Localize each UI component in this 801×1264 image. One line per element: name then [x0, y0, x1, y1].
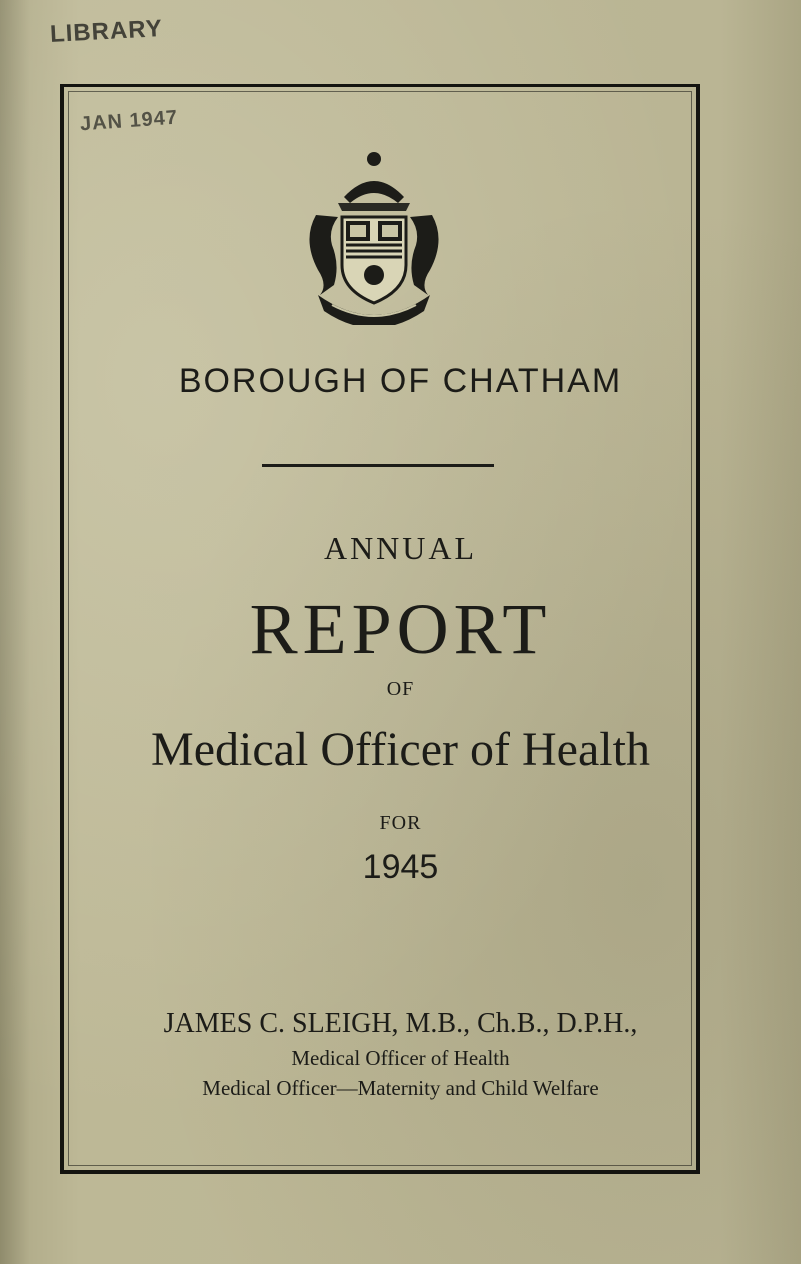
title-divider: [262, 464, 494, 467]
for-label: FOR: [379, 812, 422, 834]
author-name: JAMES C. SLEIGH, M.B., Ch.B., D.P.H.,: [163, 1008, 638, 1039]
author-role-1: Medical Officer of Health: [291, 1046, 510, 1070]
report-subject: Medical Officer of Health: [151, 723, 650, 776]
borough-title: BOROUGH OF CHATHAM: [178, 362, 623, 400]
borough-coat-of-arms-icon: [298, 145, 450, 325]
report-year: 1945: [362, 848, 439, 886]
date-stamp: JAN 1947: [79, 106, 179, 136]
author-role-2: Medical Officer—Maternity and Child Welfare: [202, 1076, 599, 1100]
of-label: OF: [386, 678, 415, 700]
library-stamp: LIBRARY: [49, 15, 164, 48]
annual-label: ANNUAL: [323, 530, 478, 566]
report-title: REPORT: [249, 589, 552, 669]
